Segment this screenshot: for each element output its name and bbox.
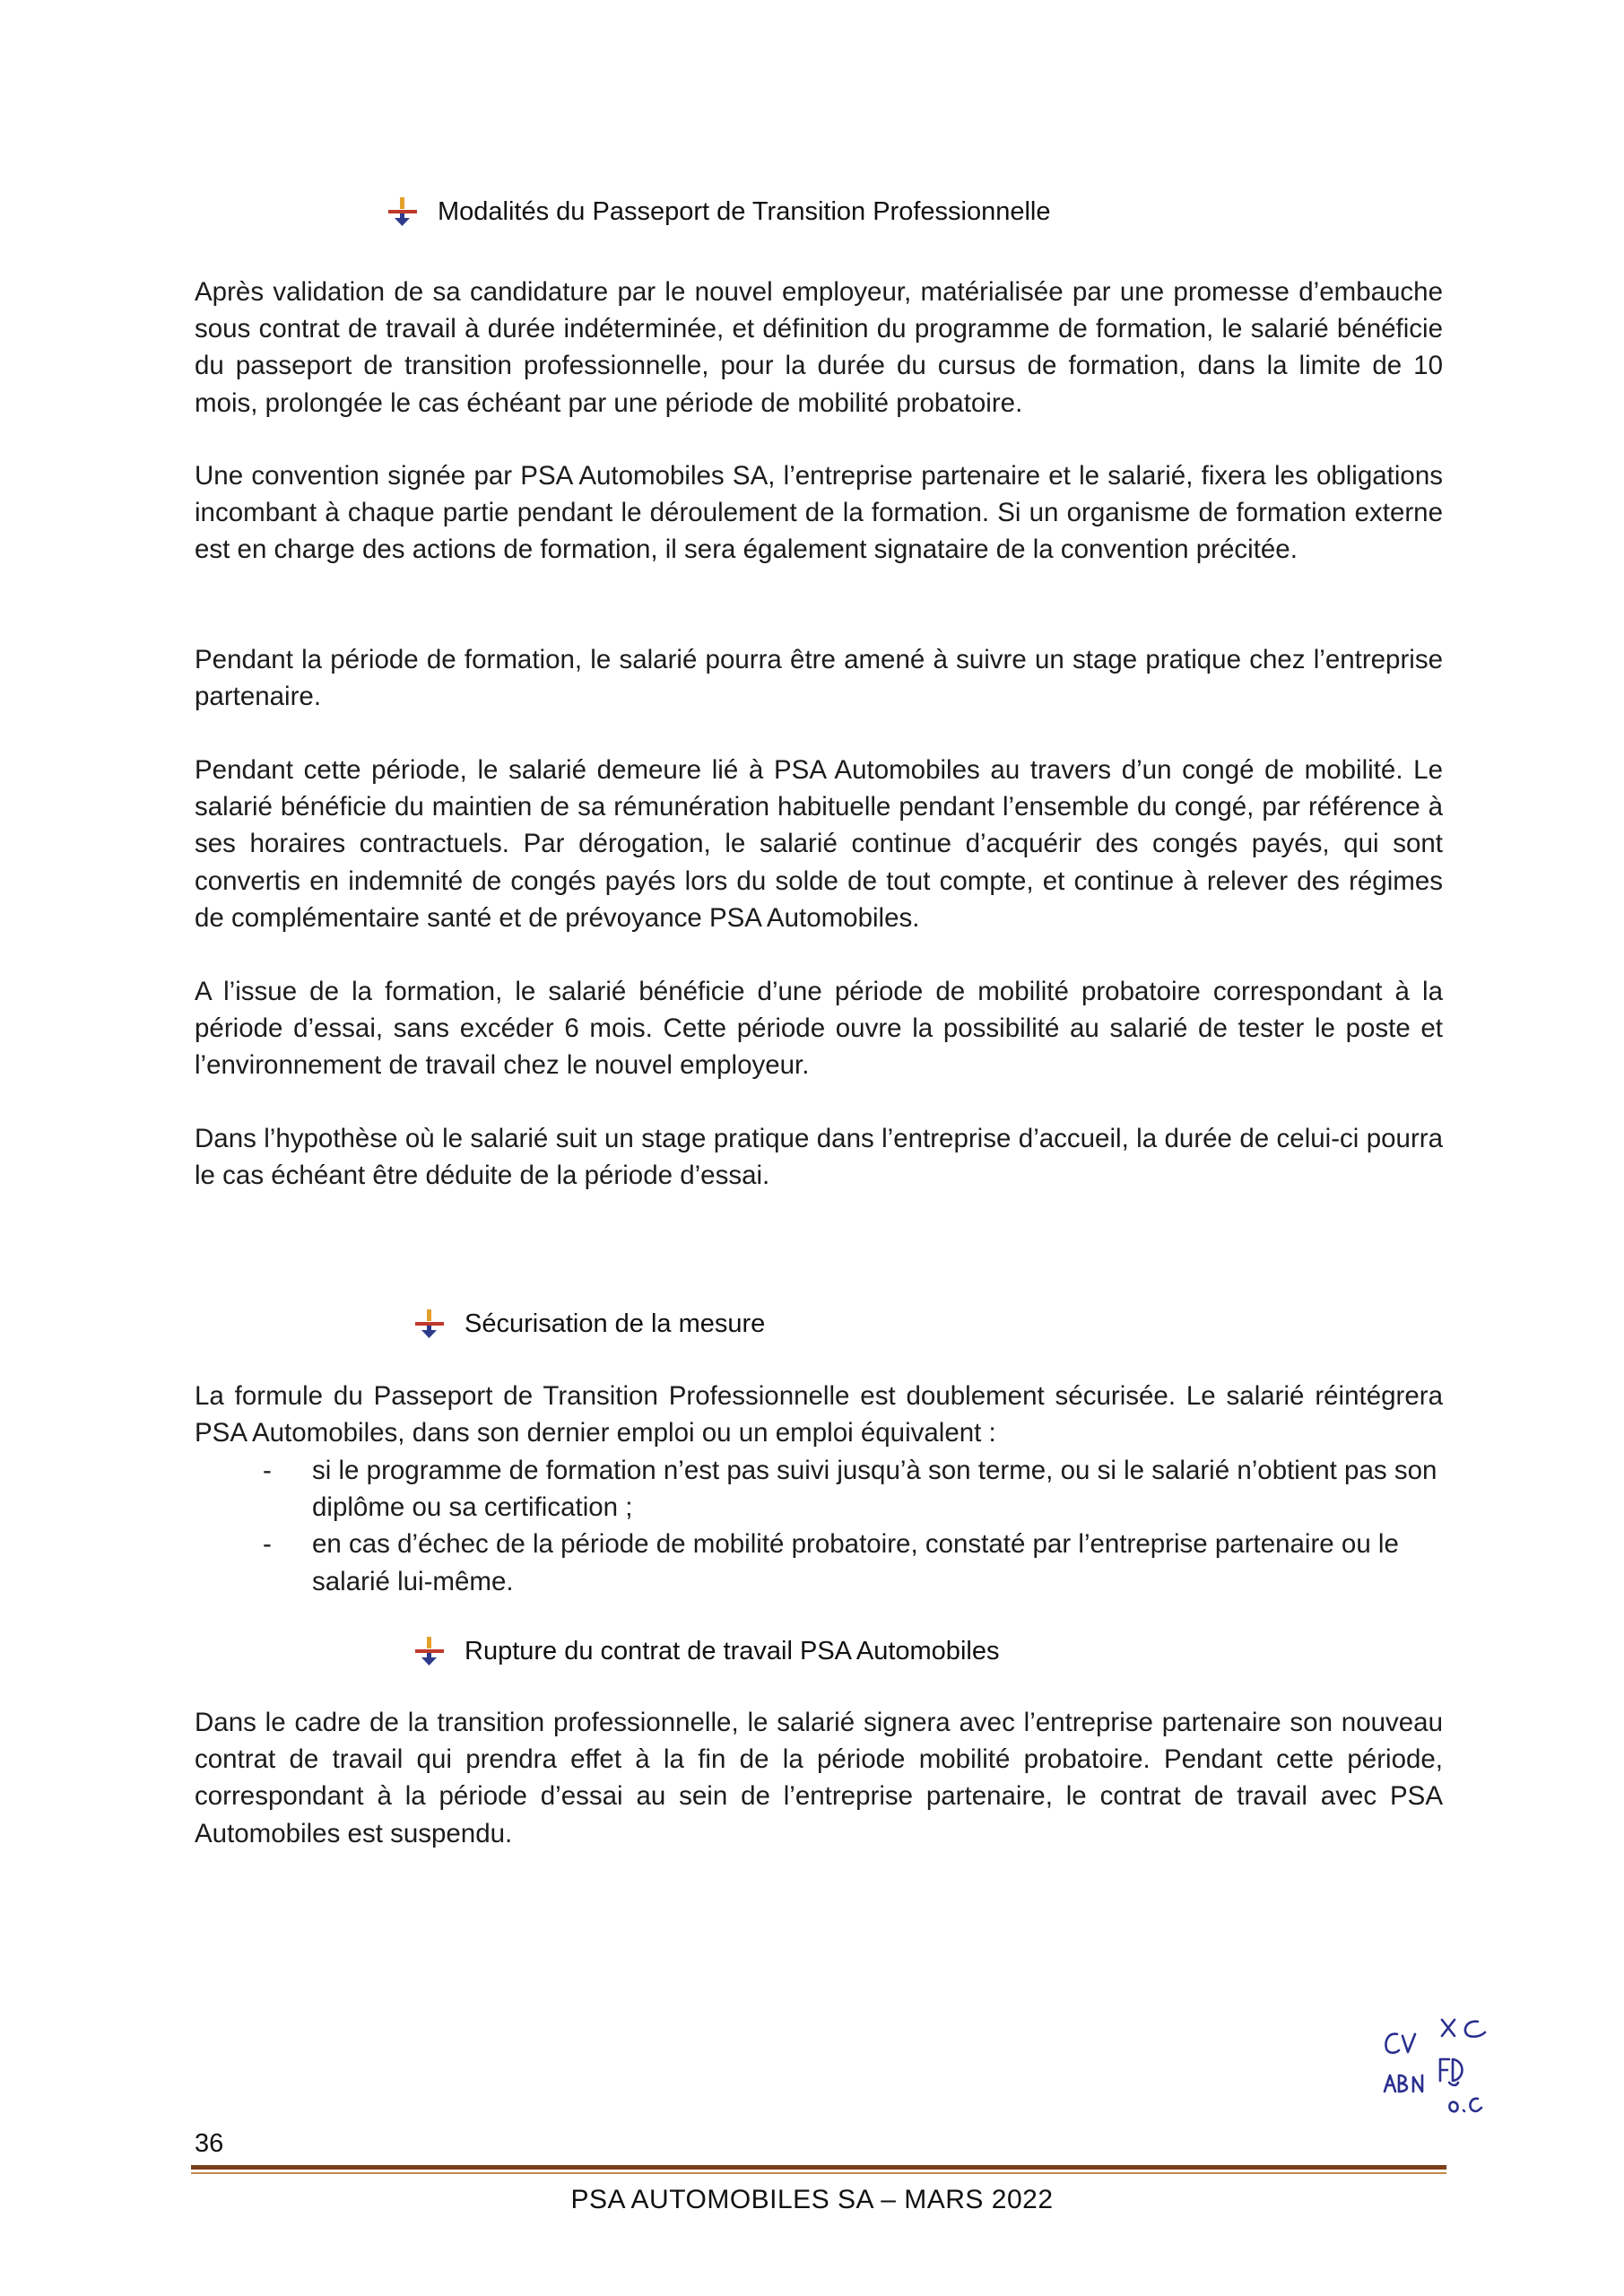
section-heading-label: Sécurisation de la mesure [465, 1309, 766, 1338]
footer-text: PSA AUTOMOBILES SA – MARS 2022 [570, 2185, 1054, 2214]
section-heading-label: Modalités du Passeport de Transition Professionnelle [438, 197, 1051, 226]
section-heading-securisation [414, 1308, 765, 1340]
list-item [195, 1526, 1443, 1599]
dash-marker: - [263, 1456, 272, 1485]
section-heading-label: Rupture du contrat de travail PSA Automobiles [465, 1637, 1000, 1665]
paragraph: Après validation de sa candidature par le nouvel employeur, matérialisée par une promesse d’embauche sous contrat de travail à durée indéterminée, et définition du programme de formation, le salarié bénéficie du passeport de transition professionnelle, pour la durée du cursus de formation, dans la limite de 10 mois, prolongée le cas échéant par une période de mobilité probatoire. [195, 277, 1443, 418]
footer-divider [191, 2165, 1446, 2170]
arrow-cross-bullet-icon [387, 196, 418, 227]
paragraph: A l’issue de la formation, le salarié bénéficie d’une période de mobilité probatoire correspondant à la période d’essai, sans excéder 6 mois. Cette période ouvre la possibilité au salarié de tester le poste et l’environnement de travail chez le nouvel employeur. [195, 977, 1443, 1081]
section-heading-rupture [414, 1635, 999, 1667]
footer-divider-thin [191, 2172, 1446, 2174]
arrow-cross-bullet-icon [414, 1309, 445, 1339]
dash-marker: - [263, 1529, 272, 1560]
paragraph: Une convention signée par PSA Automobiles SA, l’entreprise partenaire et le salarié, fixera les obligations incombant à chaque partie pendant le déroulement de la formation. Si un organisme de formation externe est en charge des actions de formation, il sera également signataire de la convention précitée. [195, 461, 1443, 565]
section-heading-modalites [387, 196, 1051, 228]
arrow-cross-bullet-icon [414, 1636, 445, 1666]
handwritten-initials [1372, 2009, 1515, 2126]
paragraph: La formule du Passeport de Transition Professionnelle est doublement sécurisée. Le salarié réintégrera PSA Automobiles, dans son dernier emploi ou un emploi équivalent : [195, 1381, 1443, 1448]
paragraph: Pendant cette période, le salarié demeure lié à PSA Automobiles au travers d’un congé de mobilité. Le salarié bénéficie du maintien de sa rémunération habituelle pendant l’ensemble du congé, par référence à ses horaires contractuels. Par dérogation, le salarié continue d’acquérir des congés payés, qui sont convertis en indemnité de congés payés lors du solde de tout compte, et continue à relever des régimes de complémentaire santé et de prévoyance PSA Automobiles. [195, 755, 1443, 933]
dash-list [195, 1452, 1443, 1600]
paragraph: Dans l’hypothèse où le salarié suit un stage pratique dans l’entreprise d’accueil, la durée de celui-ci pourra le cas échéant être déduite de la période d’essai. [195, 1124, 1443, 1191]
paragraph: Dans le cadre de la transition professionnelle, le salarié signera avec l’entreprise partenaire son nouveau contrat de travail qui prendra effet à la fin de la période mobilité probatoire. Pendant cette période, correspondant à la période d’essai au sein de l’entreprise partenaire, le contrat de travail avec PSA Automobiles est suspendu. [195, 1708, 1443, 1848]
list-item-text: en cas d’échec de la période de mobilité probatoire, constaté par l’entreprise partenaire ou le salarié lui-même. [312, 1529, 1399, 1596]
page-number: 36 [195, 2129, 224, 2158]
list-item-text: si le programme de formation n’est pas suivi jusqu’à son terme, ou si le salarié n’obtient pas son diplôme ou sa certification ; [312, 1456, 1437, 1523]
paragraph: Pendant la période de formation, le salarié pourra être amené à suivre un stage pratique chez l’entreprise partenaire. [195, 645, 1443, 712]
list-item [195, 1452, 1443, 1526]
